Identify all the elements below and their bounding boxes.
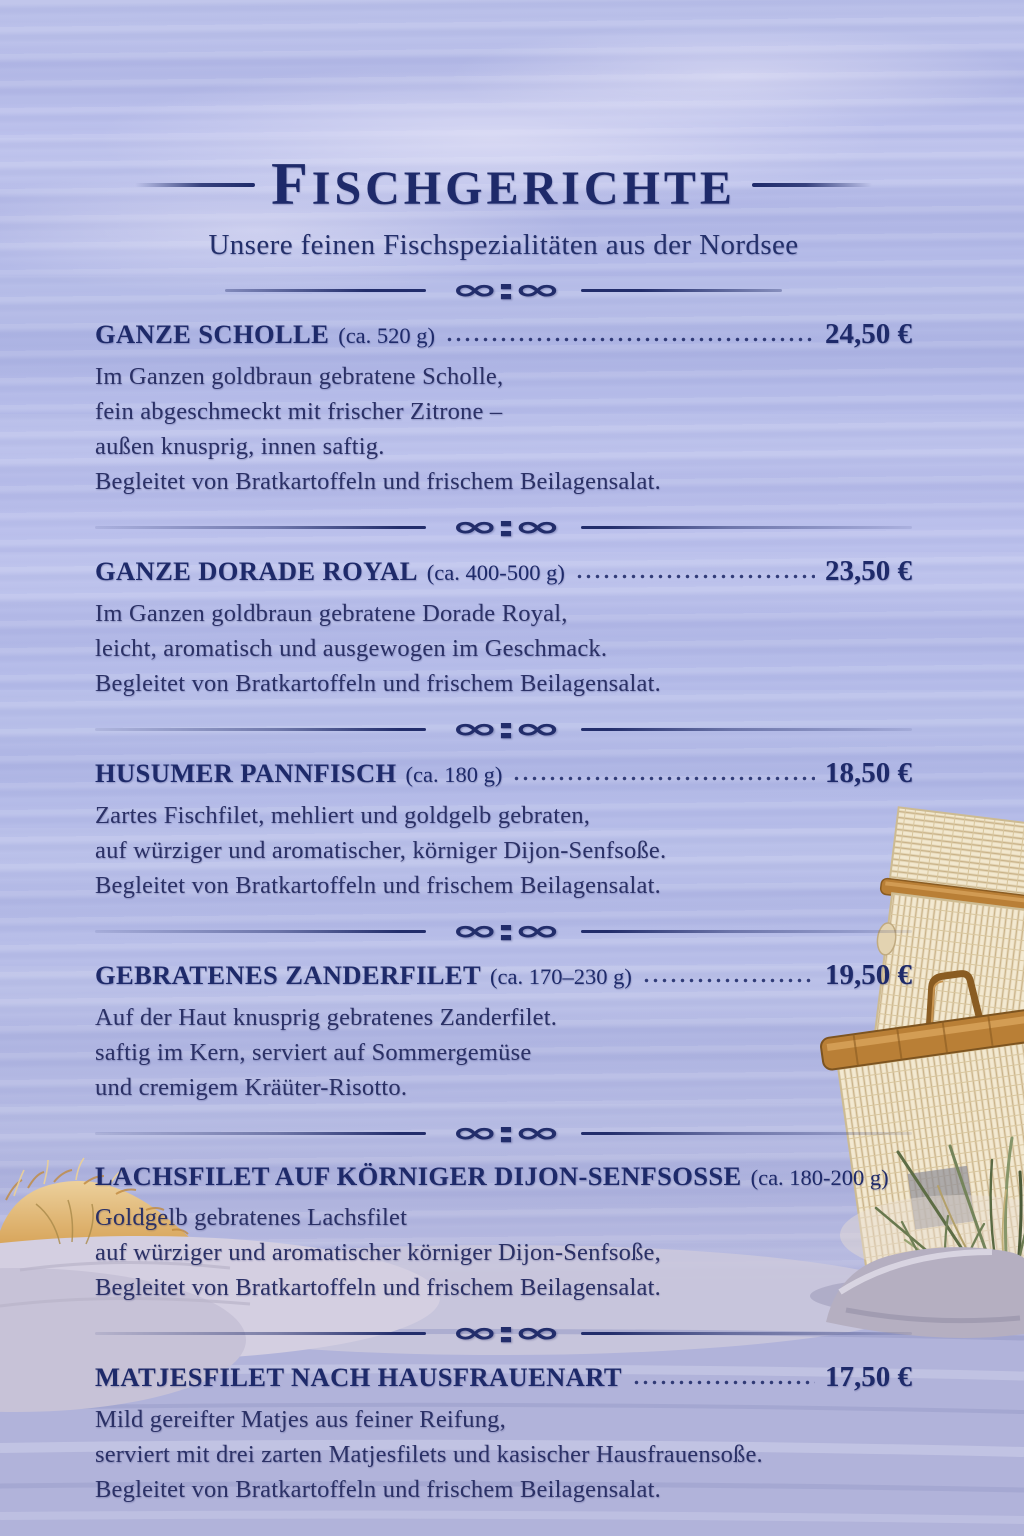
item-header [95,757,912,790]
section-divider [95,914,912,947]
infinity-ornament-icon: ∞:∞ [450,273,557,306]
page-subtitle: Unsere feinen Fischspezialitäten aus der Nordsee [208,229,799,261]
description-line: Goldgelb gebratenes Lachsfilet [95,1204,408,1231]
item-description [95,1402,912,1507]
item-header [95,959,912,992]
item-name: HUSUMER PANNFISCH [95,758,397,788]
section-divider [225,273,782,306]
menu-item [95,555,912,701]
item-name: LACHSFILET AUF KÖRNIGER DIJON-SENFSOSSE [95,1161,742,1191]
item-price: 19,50 € [825,959,912,991]
section-divider [95,510,912,543]
description-line: leicht, aromatisch und ausgewogen im Geschmack. [95,635,608,662]
item-description [95,1200,912,1305]
description-line: Begleitet von Bratkartoffeln und frischem Beilagensalat. [95,670,661,697]
item-price: 23,50 € [825,555,912,587]
item-size: (ca. 520 g) [338,323,436,348]
item-description [95,596,912,701]
section-divider [95,1116,912,1149]
item-description [95,1000,912,1105]
menu-item [95,1161,912,1305]
title-dash-left [135,183,255,187]
infinity-ornament-icon: ∞:∞ [450,1316,557,1349]
item-price: 18,50 € [825,757,912,789]
description-line: serviert mit drei zarten Matjesfilets und kasischer Hausfrauensoße. [95,1441,763,1468]
item-header [95,1161,912,1192]
description-line: Begleitet von Bratkartoffeln und frischem Beilagensalat. [95,1476,661,1503]
description-line: und cremigem Kräüter-Risotto. [95,1074,408,1101]
infinity-ornament-icon: ∞:∞ [450,1116,557,1149]
infinity-ornament-icon: ∞:∞ [450,510,557,543]
item-price: 17,50 € [825,1361,912,1393]
dot-leader [575,574,815,579]
item-size: (ca. 180 g) [405,762,503,787]
page-title-row [95,150,912,219]
item-header [95,318,912,351]
item-name: GANZE DORADE ROYAL [95,556,418,586]
description-line: Im Ganzen goldbraun gebratene Scholle, [95,363,504,390]
infinity-ornament-icon: ∞:∞ [450,712,557,745]
item-header [95,1361,912,1394]
item-name: GANZE SCHOLLE [95,319,330,349]
description-line: Zartes Fischfilet, mehliert und goldgelb gebraten, [95,802,591,829]
menu-item [95,959,912,1105]
menu-item [95,1361,912,1507]
item-name: GEBRATENES ZANDERFILET [95,960,482,990]
description-line: Begleitet von Bratkartoffeln und frischem Beilagensalat. [95,1274,661,1301]
description-line: Auf der Haut knusprig gebratenes Zanderfilet. [95,1004,558,1031]
item-size: (ca. 170–230 g) [490,964,632,989]
dot-leader [632,1380,815,1385]
description-line: auf würziger und aromatischer, körniger Dijon-Senfsoße. [95,837,667,864]
description-line: auf würziger und aromatischer körniger Dijon-Senfsoße, [95,1239,661,1266]
section-divider [95,712,912,745]
description-line: Begleitet von Bratkartoffeln und frischem Beilagensalat. [95,468,661,495]
page-title: FISCHGERICHTE [271,151,736,217]
dot-leader [445,337,815,342]
menu-item [95,318,912,499]
item-price: 24,50 € [825,318,912,350]
description-line: Mild gereifter Matjes aus feiner Reifung, [95,1406,506,1433]
item-description [95,359,912,499]
item-header [95,555,912,588]
dot-leader [512,776,815,781]
section-divider [95,1316,912,1349]
infinity-ornament-icon: ∞:∞ [450,914,557,947]
item-size: (ca. 180-200 g) [750,1165,889,1190]
description-line: fein abgeschmeckt mit frischer Zitrone – [95,398,503,425]
dot-leader [642,978,815,983]
description-line: saftig im Kern, serviert auf Sommergemüse [95,1039,532,1066]
item-description [95,798,912,903]
menu-item [95,757,912,903]
description-line: außen knusprig, innen saftig. [95,433,385,460]
title-dash-right [752,183,872,187]
description-line: Im Ganzen goldbraun gebratene Dorade Royal, [95,600,568,627]
item-size: (ca. 400-500 g) [426,560,565,585]
item-name: MATJESFILET NACH HAUSFRAUENART [95,1362,622,1392]
description-line: Begleitet von Bratkartoffeln und frischem Beilagensalat. [95,872,661,899]
